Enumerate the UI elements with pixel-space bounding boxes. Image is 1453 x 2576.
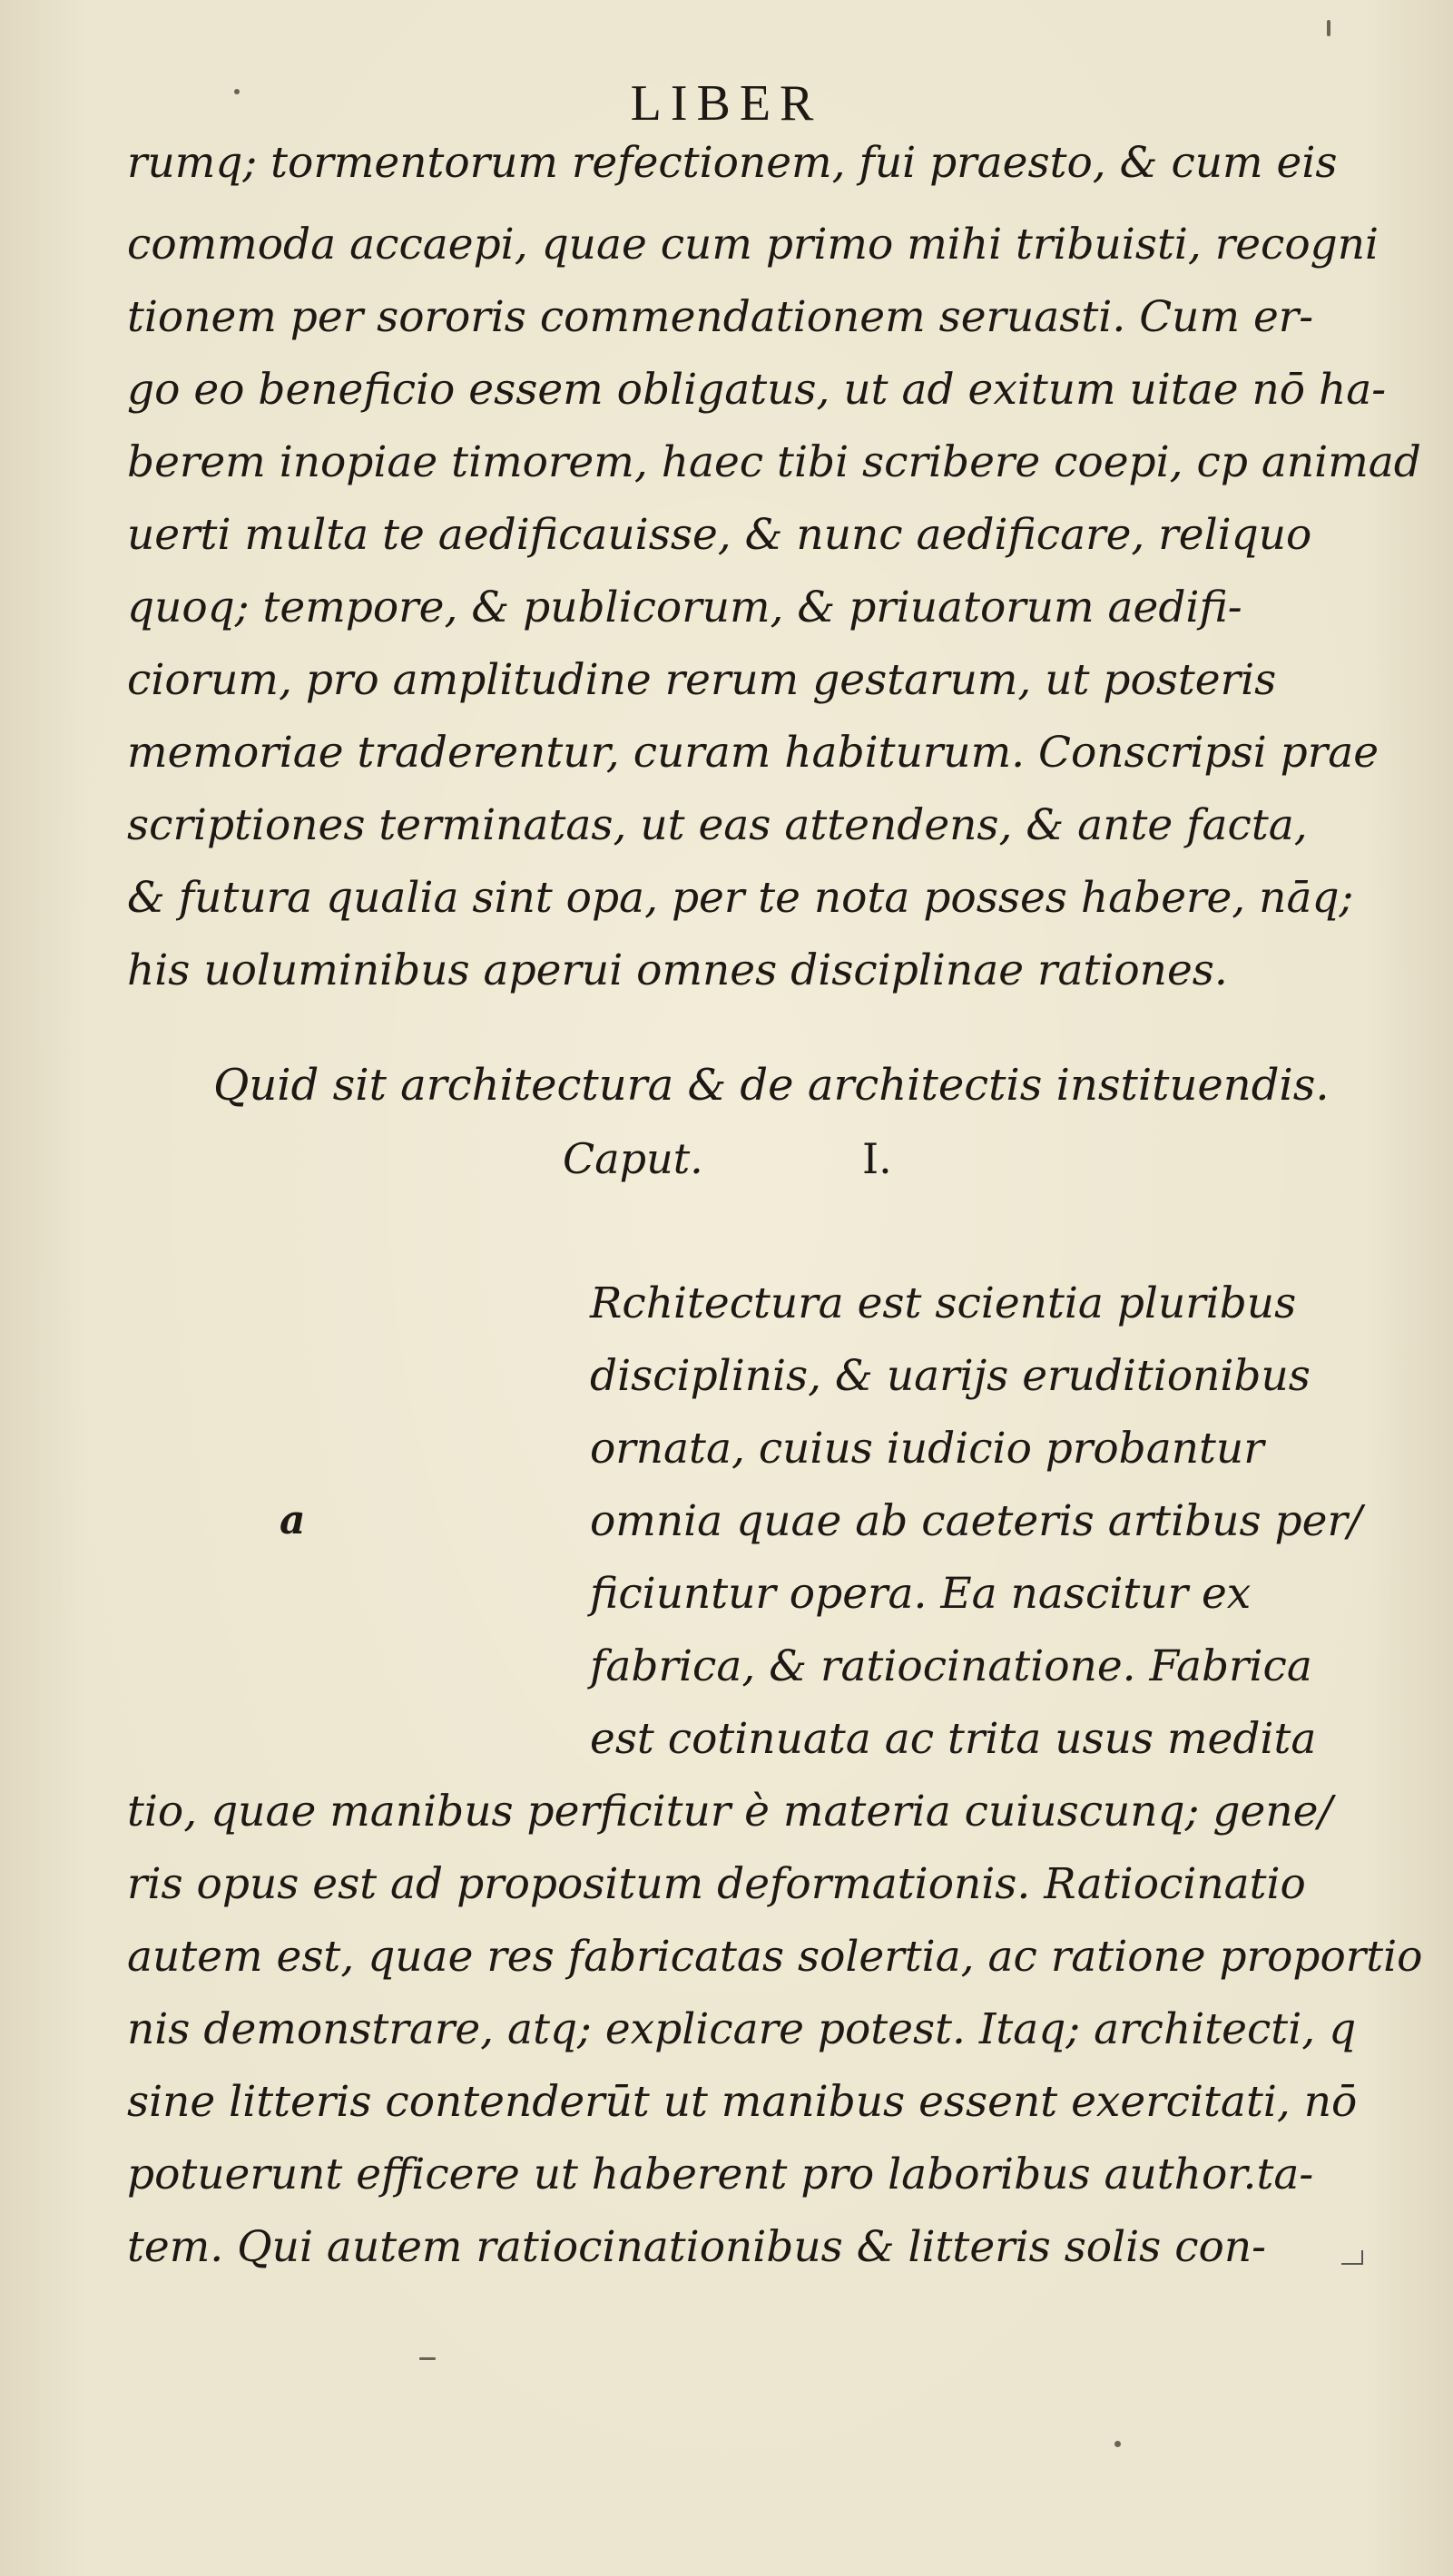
text-line: ornata, cuius iudicio probantur: [590, 1424, 1264, 1474]
text-line: disciplinis, & uarijs eruditionibus: [590, 1351, 1311, 1401]
running-head: LIBER: [630, 75, 823, 132]
caput-line: [563, 1134, 892, 1183]
paper-speck: [234, 89, 240, 94]
caput-number: I.: [862, 1134, 892, 1183]
text-line: his uoluminibus aperui omnes disciplinae rationes.: [127, 945, 1228, 995]
text-line: tem. Qui autem ratiocinationibus & litteris solis con-: [127, 2222, 1267, 2272]
text-line: quoq; tempore, & publicorum, & priuatorum aedifi-: [127, 583, 1242, 632]
text-line: autem est, quae res fabricatas solertia, ac ratione proportio: [127, 1932, 1423, 1982]
text-line: omnia quae ab caeteris artibus per/: [590, 1496, 1362, 1546]
text-line: go eo beneficio essem obligatus, ut ad exitum uitae nō ha-: [127, 365, 1387, 415]
text-line: & futura qualia sint opa, per te nota posses habere, nāq;: [127, 873, 1354, 923]
text-line: uerti multa te aedificauisse, & nunc aedificare, reliquo: [127, 510, 1312, 560]
text-line: tionem per sororis commendationem seruasti. Cum er-: [127, 292, 1314, 342]
text-line: commoda accaepi, quae cum primo mihi tribuisti, recogni: [127, 220, 1379, 269]
text-line: memoriae traderentur, curam habiturum. Conscripsi prae: [127, 728, 1379, 778]
text-line: Rchitectura est scientia pluribus: [590, 1278, 1297, 1328]
text-line: ris opus est ad propositum deformationis. Ratiocinatio: [127, 1859, 1306, 1909]
paper-speck: [1327, 20, 1330, 36]
text-line: ciorum, pro amplitudine rerum gestarum, ut posteris: [127, 655, 1277, 705]
text-line: berem inopiae timorem, haec tibi scribere coepi, cp animad: [127, 437, 1421, 487]
text-line: nis demonstrare, atq; explicare potest. Itaq; architecti, q: [127, 2004, 1357, 2054]
marginal-letter: a: [280, 1497, 306, 1543]
text-line: ficiuntur opera. Ea nascitur ex: [590, 1569, 1252, 1619]
text-line: fabrica, & ratiocinatione. Fabrica: [590, 1641, 1312, 1691]
text-line: rumq; tormentorum refectionem, fui praesto, & cum eis: [127, 138, 1338, 188]
text-line: scriptiones terminatas, ut eas attendens, & ante facta,: [127, 800, 1308, 850]
caput-label: Caput.: [563, 1134, 703, 1183]
text-line: tio, quae manibus perficitur è materia cuiuscunq; gene/: [127, 1787, 1333, 1837]
text-line: potuerunt efficere ut haberent pro laboribus author.ta-: [127, 2150, 1314, 2199]
paper-speck: [419, 2357, 436, 2360]
text-line: est cotinuata ac trita usus medita: [590, 1714, 1317, 1764]
catchword-mark: [1341, 2250, 1363, 2265]
text-line: sine litteris contenderūt ut manibus essent exercitati, nō: [127, 2077, 1358, 2127]
paper-speck: [1114, 2441, 1121, 2447]
chapter-heading: Quid sit architectura & de architectis instituendis.: [213, 1060, 1330, 1111]
